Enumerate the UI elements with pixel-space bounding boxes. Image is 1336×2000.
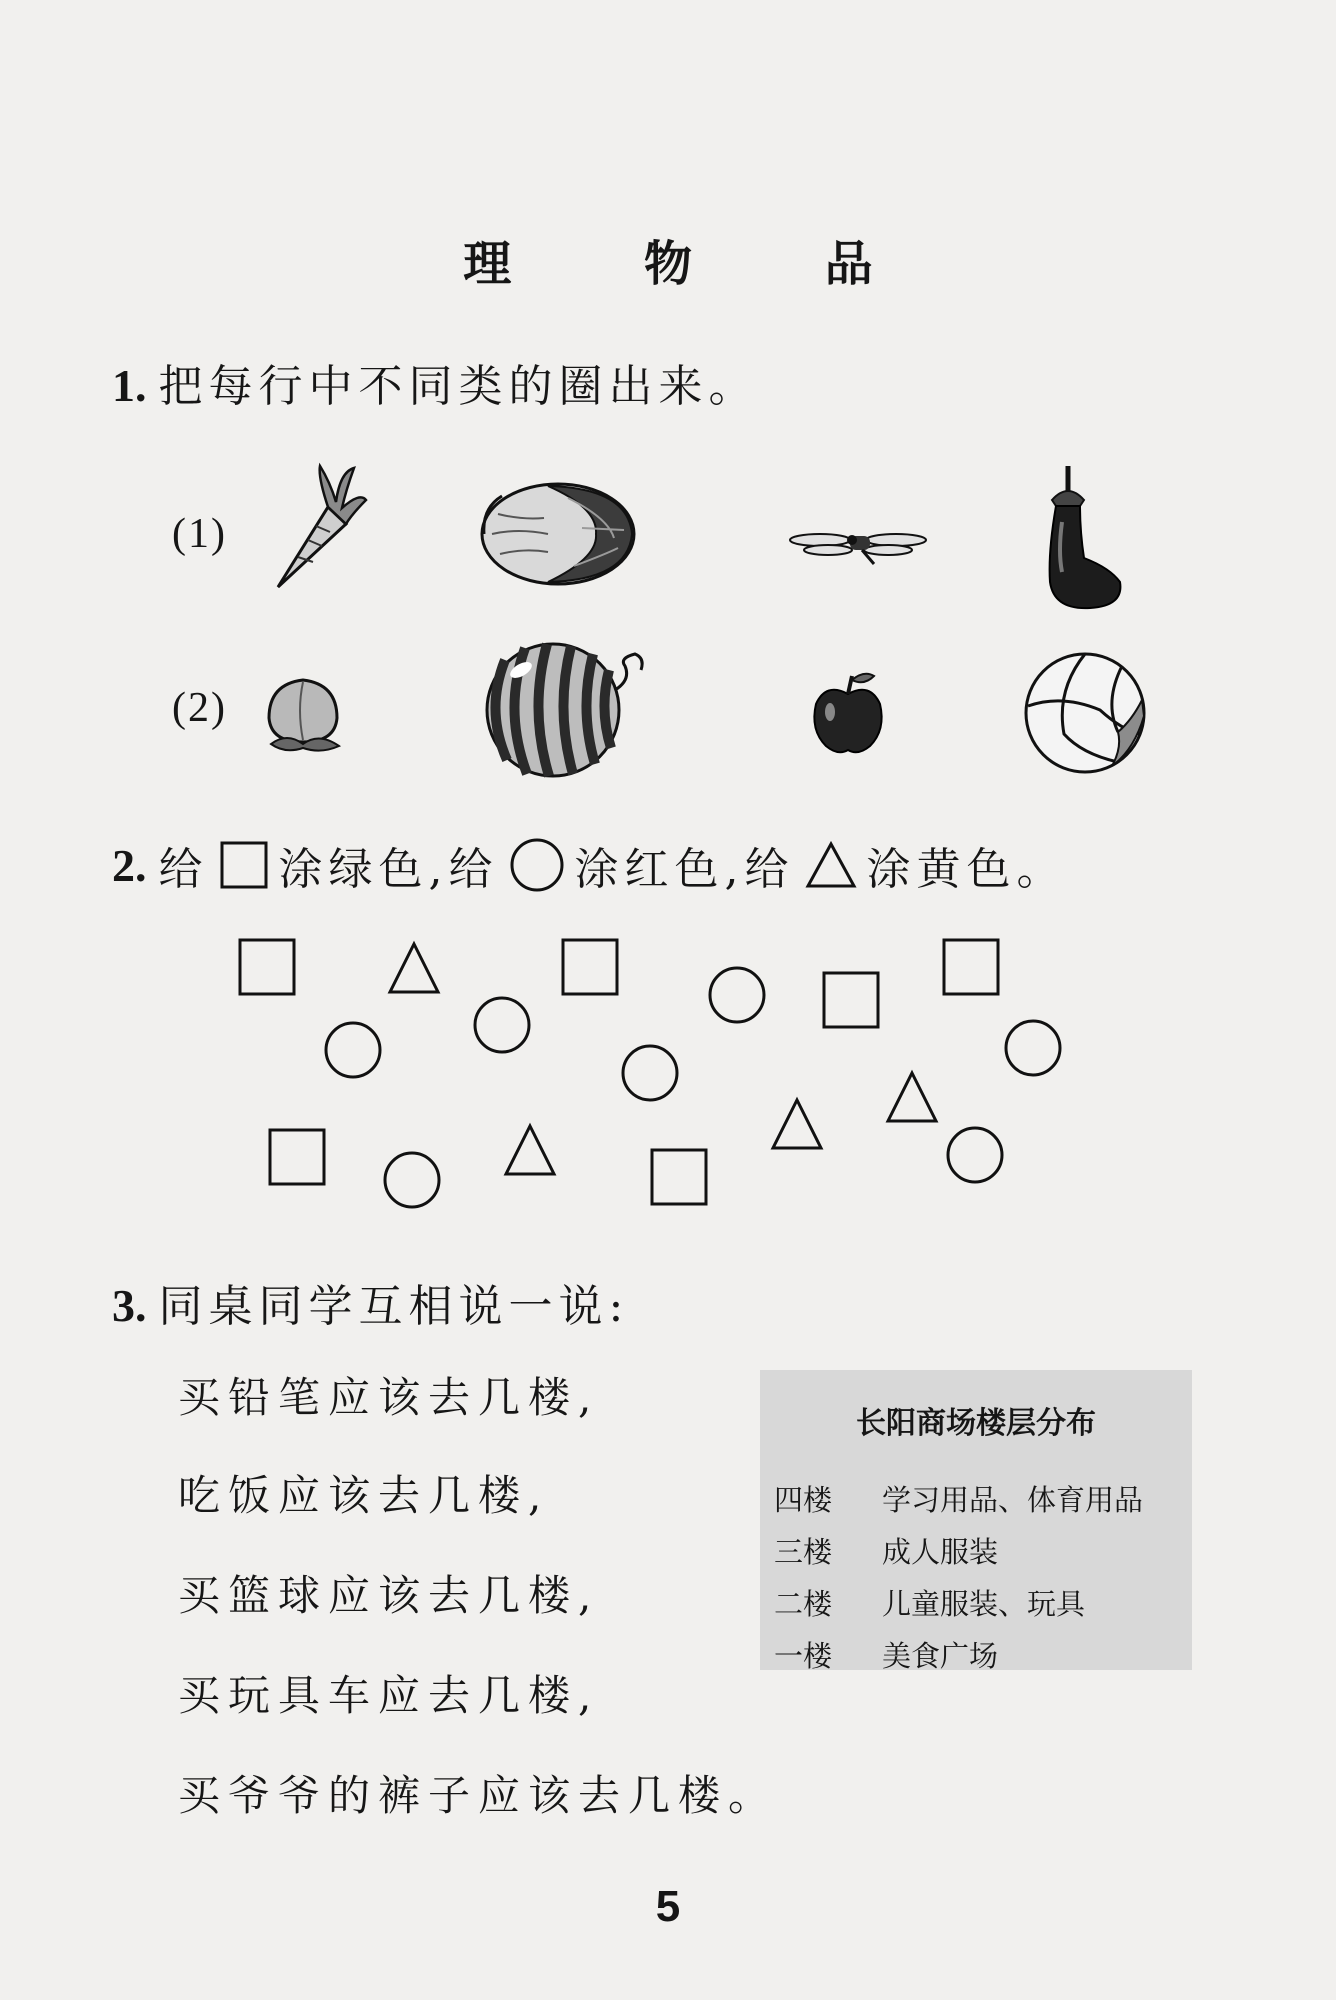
question-3	[112, 1270, 629, 1334]
square-shape[interactable]	[240, 940, 294, 994]
triangle-shape[interactable]	[888, 1073, 936, 1121]
row-label-1: (1)	[172, 511, 227, 557]
question-line: 买篮球应该去几楼,	[178, 1571, 600, 1620]
instruction-text: 涂黄色。	[866, 844, 1067, 895]
page-number: 5	[655, 1882, 681, 1931]
floor-description: 儿童服装、玩具	[882, 1587, 1086, 1621]
question-line: 买玩具车应去几楼,	[178, 1671, 600, 1720]
question-number: 1.	[112, 360, 147, 411]
question-text: 同桌同学互相说一说:	[158, 1281, 630, 1332]
triangle-shape[interactable]	[506, 1126, 554, 1174]
triangle-shape[interactable]	[773, 1100, 821, 1148]
row-label-2: (2)	[172, 685, 227, 731]
square-shape[interactable]	[270, 1130, 324, 1184]
circle-shape[interactable]	[475, 998, 529, 1052]
floor-label: 四楼	[774, 1483, 833, 1517]
circle-shape[interactable]	[1006, 1021, 1060, 1075]
question-line: 买爷爷的裤子应该去几楼。	[178, 1771, 779, 1820]
circle-shape[interactable]	[710, 968, 764, 1022]
floor-row	[774, 1478, 1143, 1519]
floor-row	[774, 1530, 998, 1571]
circle-shape[interactable]	[326, 1023, 380, 1077]
square-shape[interactable]	[824, 973, 878, 1027]
floor-label: 二楼	[774, 1587, 833, 1621]
instruction-text: 涂绿色,给	[278, 844, 499, 895]
floor-description: 学习用品、体育用品	[882, 1483, 1144, 1517]
floor-label: 一楼	[774, 1639, 833, 1673]
floor-directory	[760, 1370, 1192, 1673]
instruction-text: 涂红色,给	[574, 844, 795, 895]
directory-title: 长阳商场楼层分布	[856, 1406, 1096, 1441]
page-title: 理 物 品	[463, 236, 931, 292]
circle-shape[interactable]	[948, 1128, 1002, 1182]
triangle-shape[interactable]	[390, 944, 438, 992]
square-shape[interactable]	[563, 940, 617, 994]
square-shape[interactable]	[944, 940, 998, 994]
question-number: 2.	[112, 839, 147, 891]
question-line: 吃饭应该去几楼,	[178, 1471, 550, 1520]
floor-description: 成人服装	[882, 1535, 999, 1569]
floor-description: 美食广场	[882, 1639, 999, 1673]
question-number: 3.	[112, 1280, 147, 1331]
square-shape[interactable]	[652, 1150, 706, 1204]
instruction-text: 给	[158, 844, 209, 895]
floor-label: 三楼	[774, 1535, 833, 1569]
question-line: 买铅笔应该去几楼,	[178, 1373, 600, 1422]
circle-shape[interactable]	[623, 1046, 677, 1100]
floor-row	[774, 1582, 1085, 1623]
question-text: 把每行中不同类的圈出来。	[158, 361, 759, 412]
floor-row	[774, 1634, 998, 1675]
circle-shape[interactable]	[385, 1153, 439, 1207]
